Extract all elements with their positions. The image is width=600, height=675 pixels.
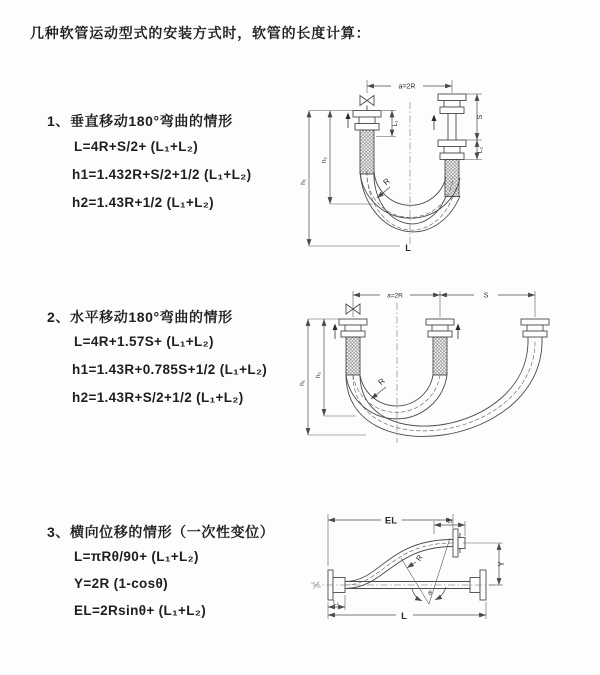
d1-valve-icon (360, 96, 374, 111)
diagram-vertical-180-bend (300, 72, 550, 258)
d1-dim-label-h2: h₂ (321, 156, 328, 164)
d3-dim-label-y: Y (497, 561, 506, 567)
d1-dim-label-a2r: a=2R (398, 83, 416, 91)
d2-dim-label-a2r: a=2R (387, 292, 403, 300)
section-2-formula-L: L=4R+1.57S+ (L₁+L₂) (74, 334, 214, 349)
section-2-formula-h1: h1=1.43R+0.785S+1/2 (L₁+L₂) (72, 362, 268, 377)
d3-dim-label-el: EL (384, 515, 398, 527)
d1-right-pipe (438, 94, 466, 197)
d1-left-hose-braid (360, 130, 374, 174)
section-1-formula-h1: h1=1.432R+S/2+1/2 (L₁+L₂) (72, 167, 252, 182)
d2-dim-label-s: S (483, 292, 489, 300)
d1-radius-label: R (381, 176, 392, 187)
d2-move-arrow-middle (456, 324, 461, 340)
d3-angle-label-theta: θ (428, 590, 432, 597)
d3-dim-label-l: L (401, 611, 407, 622)
d2-right-flange-moved (521, 319, 549, 343)
d1-dim-label-l1: L₁ (392, 120, 399, 127)
d1-dim-label-s: S (477, 114, 484, 120)
d3-l-dimension (328, 602, 486, 622)
diagram-horizontal-180-bend (298, 283, 593, 475)
d3-dim-label-l1-top: L₁ (447, 518, 453, 525)
d2-middle-hose-braid (433, 337, 447, 375)
section-3-heading: 3、横向位移的情形（一次性变位） (47, 524, 275, 540)
section-3-formula-EL: EL=2Rsinθ+ (L₁+L₂) (74, 603, 207, 618)
d2-top-dimension (353, 291, 535, 317)
section-3-formula-L: L=πRθ/90+ (L₁+L₂) (74, 549, 199, 564)
diagram-lateral-displacement (303, 498, 508, 633)
d2-left-flange (339, 319, 367, 375)
section-2-heading: 2、水平移动180°弯曲的情形 (47, 309, 233, 325)
d1-right-hose-braid (445, 160, 459, 197)
section-1-formula-h2: h2=1.43R+1/2 (L₁+L₂) (72, 195, 215, 210)
d1-left-flange (353, 111, 381, 175)
d2-left-hose-braid (346, 337, 360, 375)
d1-move-up-arrow-left (346, 113, 351, 129)
d2-radius-label: R (376, 376, 387, 387)
d1-stroke-dimensions (461, 94, 484, 160)
d3-radius-callout (407, 553, 425, 568)
d2-dim-label-h1: h₁ (299, 380, 306, 386)
d1-dim-label-h1: h₁ (300, 179, 307, 185)
d1-move-up-arrow-right (432, 115, 437, 131)
section-2-formula-h2: h2=1.43R+S/2+1/2 (L₁+L₂) (72, 390, 244, 405)
section-1-heading: 1、垂直移动180°弯曲的情形 (47, 113, 233, 129)
d1-length-label: L (405, 243, 411, 253)
d2-middle-flange (426, 319, 454, 375)
page-title: 几种软管运动型式的安装方式时，软管的长度计算： (30, 25, 371, 41)
section-1-formula-L: L=4R+S/2+ (L₁+L₂) (74, 139, 199, 154)
d3-dim-label-l1-bottom: L₂ (333, 600, 339, 607)
d1-top-dimension (367, 80, 452, 93)
section-3-formula-Y: Y=2R (1-cosθ) (74, 576, 169, 591)
d3-radius-label: R (414, 553, 425, 563)
d2-dim-label-h2: h₂ (315, 371, 322, 379)
d2-radius-callout (371, 376, 387, 399)
d1-dim-label-l2: L₂ (477, 146, 484, 154)
d2-move-arrow-left (333, 324, 338, 340)
